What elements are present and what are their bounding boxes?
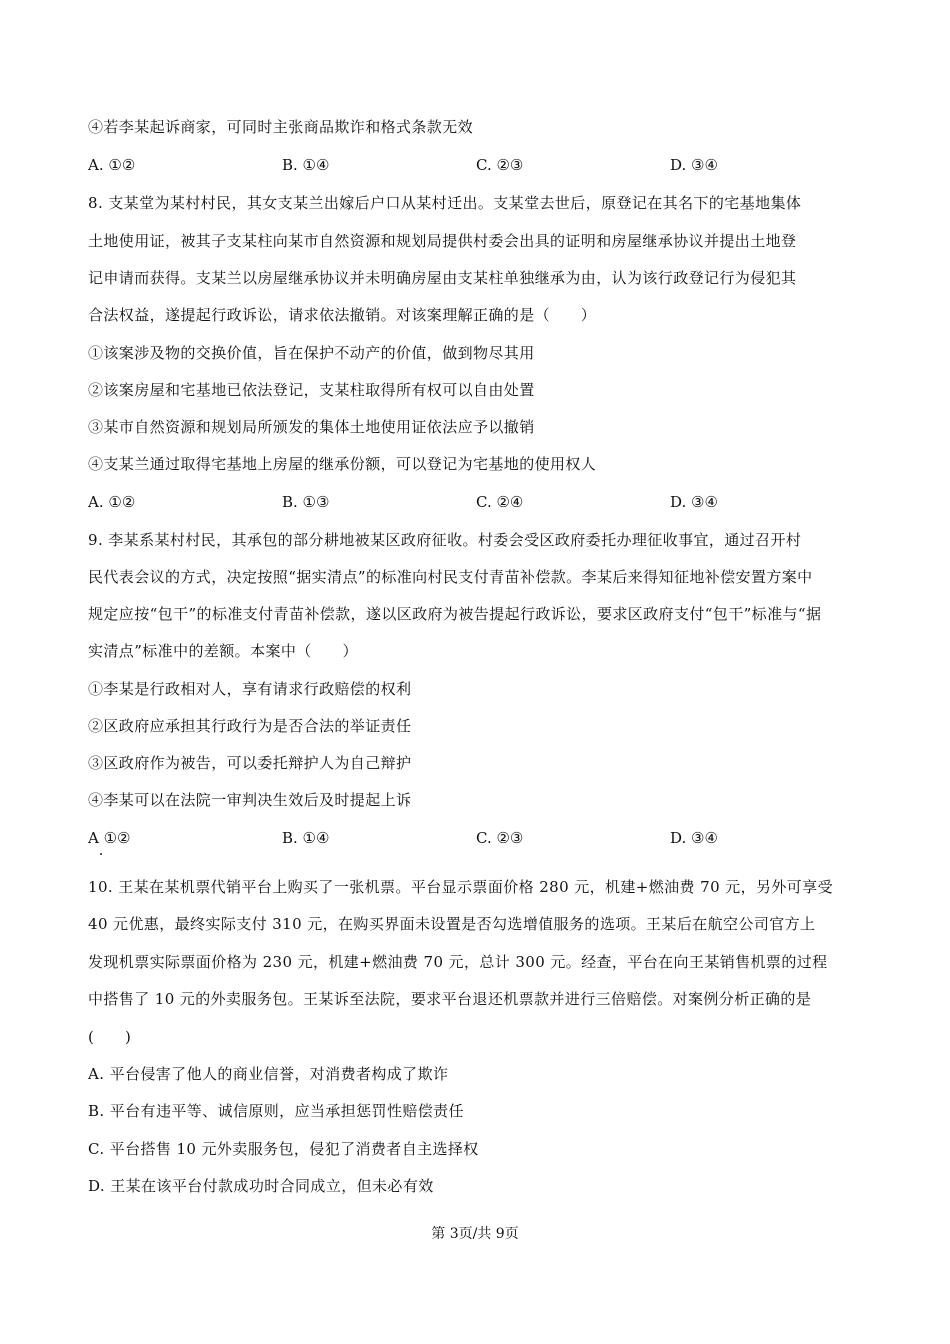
q10-stem-line: 中搭售了 10 元的外卖服务包。王某诉至法院，要求平台退还机票款并进行三倍赔偿。对案例分析正确的是	[88, 990, 812, 1008]
q8-stem-line: 8. 支某堂为某村村民，其女支某兰出嫁后户口从某村迁出。支某堂去世后，原登记在其名下的宅基地集体	[88, 194, 802, 212]
q8-stem-line: 记申请而获得。支某兰以房屋继承协议并未明确房屋由支某柱单独继承为由，认为该行政登记行为侵犯其	[88, 269, 797, 287]
q9-stem-line: 民代表会议的方式，决定按照“据实清点”的标准向村民支付青苗补偿款。李某后来得知征地补偿安置方案中	[88, 568, 813, 586]
q9-stem-line: 实清点”标准中的差额。本案中（ ）	[88, 642, 358, 660]
q9-item-2: ②区政府应承担其行政行为是否合法的举证责任	[88, 717, 412, 735]
q8-item-4: ④支某兰通过取得宅基地上房屋的继承份额，可以登记为宅基地的使用权人	[88, 455, 597, 473]
q9-item-3: ③区政府作为被告，可以委托辩护人为自己辩护	[88, 754, 412, 772]
q10-choice-a: A. 平台侵害了他人的商业信誉，对消费者构成了欺诈	[88, 1065, 449, 1083]
q10-stem-line: 10. 王某在某机票代销平台上购买了一张机票。平台显示票面价格 280 元，机建+燃油费 70 元，另外可享受	[88, 878, 833, 896]
page-number: 第 3页/共 9页	[431, 1226, 519, 1242]
q10-choice-b: B. 平台有违平等、诚信原则，应当承担惩罚性赔偿责任	[88, 1102, 464, 1120]
q9-option-c: C. ②③	[476, 829, 524, 847]
q7-option-b: B. ①④	[282, 156, 330, 174]
q10-stem-line: 40 元优惠，最终实际支付 310 元，在购买界面未设置是否勾选增值服务的选项。王某后在航空公司官方上	[88, 915, 816, 933]
q7-item-4: ④若李某起诉商家，可同时主张商品欺诈和格式条款无效	[88, 118, 474, 136]
q9-option-b: B. ①④	[282, 829, 330, 847]
q8-option-b: B. ①③	[282, 493, 330, 511]
q10-stem-line: 发现机票实际票面价格为 230 元，机建+燃油费 70 元，总计 300 元。经查，平台在向王某销售机票的过程	[88, 953, 828, 971]
q10-stem-line: ( )	[88, 1028, 132, 1046]
q8-option-d: D. ③④	[670, 493, 718, 511]
q7-option-a: A. ①②	[88, 156, 136, 174]
q8-option-c: C. ②④	[476, 493, 524, 511]
q8-item-2: ②该案房屋和宅基地已依法登记，支某柱取得所有权可以自由处置	[88, 381, 535, 399]
q8-stem-line: 合法权益，遂提起行政诉讼，请求依法撤销。对该案理解正确的是（ ）	[88, 306, 597, 324]
q8-item-3: ③某市自然资源和规划局所颁发的集体土地使用证依法应予以撤销	[88, 418, 535, 436]
q9-stem-line: 规定应按“包干”的标准支付青苗补偿款，遂以区政府为被告提起行政诉讼，要求区政府支付“包干”标准与“据	[88, 605, 822, 623]
q8-option-a: A. ①②	[88, 493, 136, 511]
q10-choice-c: C. 平台搭售 10 元外卖服务包，侵犯了消费者自主选择权	[88, 1140, 479, 1158]
q9-stem-line: 9. 李某系某村村民，其承包的部分耕地被某区政府征收。村委会受区政府委托办理征收事宜，通过召开村	[88, 531, 802, 549]
q9-item-1: ①李某是行政相对人，享有请求行政赔偿的权利	[88, 680, 412, 698]
q9-option-a: A ①②	[88, 829, 131, 847]
q7-option-c: C. ②③	[476, 156, 524, 174]
q10-choice-d: D. 王某在该平台付款成功时合同成立，但未必有效	[88, 1177, 434, 1195]
q9-option-d: D. ③④	[670, 829, 718, 847]
q8-item-1: ①该案涉及物的交换价值，旨在保护不动产的价值，做到物尽其用	[88, 344, 535, 362]
q7-option-d: D. ③④	[670, 156, 718, 174]
stray-dot	[100, 853, 102, 855]
q9-item-4: ④李某可以在法院一审判决生效后及时提起上诉	[88, 791, 412, 809]
q8-stem-line: 土地使用证，被其子支某柱向某市自然资源和规划局提供村委会出具的证明和房屋继承协议并提出土地登	[88, 232, 797, 250]
